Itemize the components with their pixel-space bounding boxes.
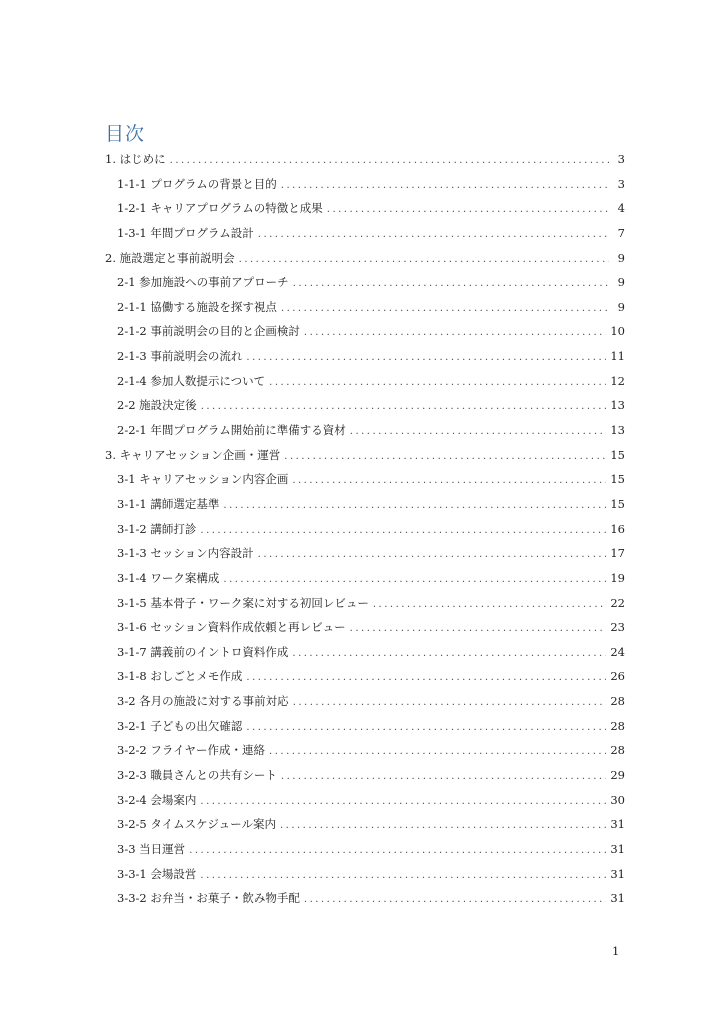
toc-entry-page: 7 bbox=[617, 225, 625, 240]
toc-entry-label: 2-2 施設決定後 bbox=[117, 398, 197, 413]
toc-entry[interactable] bbox=[105, 319, 625, 344]
toc-entry-label: 3-1-2 講師打診 bbox=[117, 521, 197, 536]
page-number: 1 bbox=[612, 944, 620, 958]
toc-entry-page: 31 bbox=[610, 841, 625, 856]
toc-entry[interactable] bbox=[105, 517, 625, 542]
toc-leader-dots bbox=[281, 765, 606, 790]
toc-entry-page: 15 bbox=[610, 447, 625, 462]
toc-leader-dots bbox=[200, 864, 606, 889]
toc-entry-label: 3-1-5 基本骨子・ワーク案に対する初回レビュー bbox=[117, 595, 369, 610]
toc-entry-page: 17 bbox=[610, 546, 625, 561]
toc-entry-label: 2-1 参加施設への事前アプローチ bbox=[117, 275, 289, 290]
toc-heading: 目次 bbox=[105, 123, 146, 145]
toc-entry-label: 3-1-1 講師選定基準 bbox=[117, 496, 220, 511]
toc-entry[interactable] bbox=[105, 172, 625, 197]
toc-entry[interactable] bbox=[105, 270, 625, 295]
toc-entry-label: 3-1 キャリアセッション内容企画 bbox=[117, 472, 289, 487]
toc-leader-dots bbox=[280, 814, 606, 839]
toc-entry[interactable] bbox=[105, 541, 625, 566]
toc-entry-label: 3-3-2 お弁当・お菓子・飲み物手配 bbox=[117, 891, 300, 906]
toc-entry-label: 2-1-3 事前説明会の流れ bbox=[117, 349, 243, 364]
toc-entry[interactable] bbox=[105, 763, 625, 788]
toc-entry-label: 3-2-1 子どもの出欠確認 bbox=[117, 718, 243, 733]
toc-entry[interactable] bbox=[105, 492, 625, 517]
toc-leader-dots bbox=[246, 716, 606, 741]
toc-entry[interactable] bbox=[105, 344, 625, 369]
toc-leader-dots bbox=[269, 371, 606, 396]
toc-entry-label: 1. はじめに bbox=[105, 152, 166, 166]
toc-entry-label: 2-1-2 事前説明会の目的と企画検討 bbox=[117, 324, 300, 339]
toc-entry-page: 28 bbox=[610, 743, 625, 758]
toc-leader-dots bbox=[281, 297, 609, 322]
toc-leader-dots bbox=[189, 839, 606, 864]
toc-entry-label: 3. キャリアセッション企画・運営 bbox=[105, 447, 281, 462]
toc-entry-label: 2-2-1 年間プログラム開始前に準備する資材 bbox=[117, 423, 346, 438]
toc-entry-page: 28 bbox=[610, 694, 625, 709]
toc-entry-page: 31 bbox=[610, 866, 625, 881]
toc-entry-label: 3-2-4 会場案内 bbox=[117, 792, 197, 807]
toc-entry[interactable] bbox=[105, 147, 625, 172]
toc-entry[interactable] bbox=[105, 369, 625, 394]
toc-entry-page: 3 bbox=[617, 152, 625, 166]
toc-entry[interactable] bbox=[105, 714, 625, 739]
toc-entry-page: 10 bbox=[610, 324, 625, 339]
toc-entry-page: 16 bbox=[610, 521, 625, 536]
toc-entry[interactable] bbox=[105, 393, 625, 418]
toc-entry[interactable] bbox=[105, 640, 625, 665]
toc-entry-label: 3-1-3 セッション内容設計 bbox=[117, 546, 254, 561]
toc-entry[interactable] bbox=[105, 591, 625, 616]
toc-entry-page: 19 bbox=[610, 570, 625, 585]
toc-entry-page: 4 bbox=[617, 201, 625, 216]
toc-leader-dots bbox=[350, 420, 607, 445]
toc-leader-dots bbox=[373, 593, 606, 618]
toc-entry[interactable] bbox=[105, 788, 625, 813]
toc-entry-page: 29 bbox=[610, 768, 625, 783]
toc-leader-dots bbox=[170, 149, 609, 174]
toc-entry[interactable] bbox=[105, 862, 625, 887]
toc-entry[interactable] bbox=[105, 418, 625, 443]
toc-leader-dots bbox=[292, 642, 606, 667]
toc-entry-page: 15 bbox=[610, 496, 625, 511]
toc-entry[interactable] bbox=[105, 837, 625, 862]
toc-entry-label: 3-1-4 ワーク案構成 bbox=[117, 570, 220, 585]
toc-leader-dots bbox=[239, 248, 609, 273]
toc-entry-label: 3-1-8 おしごとメモ作成 bbox=[117, 669, 243, 684]
toc-entry-page: 28 bbox=[610, 718, 625, 733]
toc-entry[interactable] bbox=[105, 812, 625, 837]
toc-entry-page: 11 bbox=[610, 349, 625, 364]
toc-leader-dots bbox=[246, 346, 606, 371]
toc-entry-label: 1-2-1 キャリアプログラムの特徴と成果 bbox=[117, 201, 323, 216]
toc-entry-page: 22 bbox=[610, 595, 625, 610]
toc-entry[interactable] bbox=[105, 886, 625, 911]
toc-entry-label: 3-2-3 職員さんとの共有シート bbox=[117, 768, 277, 783]
toc-entry[interactable] bbox=[105, 443, 625, 468]
toc-entry-label: 3-3-1 会場設営 bbox=[117, 866, 197, 881]
toc-entry-page: 3 bbox=[617, 176, 625, 191]
toc-leader-dots bbox=[292, 469, 606, 494]
toc-leader-dots bbox=[269, 740, 606, 765]
toc-entry[interactable] bbox=[105, 467, 625, 492]
toc-entry-page: 12 bbox=[610, 373, 625, 388]
toc-entry[interactable] bbox=[105, 689, 625, 714]
toc-entry-page: 24 bbox=[610, 644, 625, 659]
toc-entry-page: 26 bbox=[610, 669, 625, 684]
toc-entry[interactable] bbox=[105, 738, 625, 763]
toc-entry[interactable] bbox=[105, 566, 625, 591]
toc-leader-dots bbox=[293, 691, 607, 716]
toc-leader-dots bbox=[246, 666, 606, 691]
toc-entry-page: 13 bbox=[610, 423, 625, 438]
toc-entry-page: 23 bbox=[610, 620, 625, 635]
table-of-contents bbox=[105, 147, 625, 911]
toc-entry[interactable] bbox=[105, 615, 625, 640]
toc-entry[interactable] bbox=[105, 295, 625, 320]
toc-leader-dots bbox=[327, 198, 609, 223]
toc-entry[interactable] bbox=[105, 664, 625, 689]
toc-leader-dots bbox=[223, 568, 606, 593]
toc-entry[interactable] bbox=[105, 221, 625, 246]
toc-leader-dots bbox=[293, 272, 609, 297]
toc-entry-label: 1-3-1 年間プログラム設計 bbox=[117, 225, 254, 240]
toc-entry-page: 31 bbox=[610, 817, 625, 832]
toc-leader-dots bbox=[350, 617, 607, 642]
toc-leader-dots bbox=[304, 888, 606, 913]
toc-entry-label: 3-3 当日運営 bbox=[117, 841, 186, 856]
toc-entry-page: 13 bbox=[610, 398, 625, 413]
toc-entry[interactable] bbox=[105, 246, 625, 271]
toc-entry-page: 15 bbox=[610, 472, 625, 487]
toc-entry-label: 3-2-5 タイムスケジュール案内 bbox=[117, 817, 276, 832]
toc-leader-dots bbox=[258, 543, 607, 568]
toc-leader-dots bbox=[200, 790, 606, 815]
toc-entry-label: 3-1-7 講義前のイントロ資料作成 bbox=[117, 644, 289, 659]
toc-entry-label: 3-2 各月の施設に対する事前対応 bbox=[117, 694, 289, 709]
toc-leader-dots bbox=[304, 321, 606, 346]
toc-entry-page: 9 bbox=[617, 275, 625, 290]
toc-leader-dots bbox=[200, 519, 606, 544]
toc-leader-dots bbox=[281, 174, 609, 199]
toc-entry-label: 3-1-6 セッション資料作成依頼と再レビュー bbox=[117, 620, 346, 635]
toc-entry-label: 2-1-1 協働する施設を探す視点 bbox=[117, 299, 277, 314]
toc-entry-page: 31 bbox=[610, 891, 625, 906]
toc-entry-label: 2-1-4 参加人数提示について bbox=[117, 373, 266, 388]
toc-leader-dots bbox=[223, 494, 606, 519]
toc-entry-label: 1-1-1 プログラムの背景と目的 bbox=[117, 176, 277, 191]
toc-entry-page: 9 bbox=[617, 250, 625, 265]
toc-entry-page: 30 bbox=[610, 792, 625, 807]
toc-entry-label: 2. 施設選定と事前説明会 bbox=[105, 250, 235, 265]
toc-leader-dots bbox=[258, 223, 609, 248]
toc-entry-label: 3-2-2 フライヤー作成・連絡 bbox=[117, 743, 266, 758]
toc-leader-dots bbox=[201, 395, 607, 420]
toc-entry[interactable] bbox=[105, 196, 625, 221]
toc-leader-dots bbox=[284, 445, 606, 470]
toc-entry-page: 9 bbox=[617, 299, 625, 314]
